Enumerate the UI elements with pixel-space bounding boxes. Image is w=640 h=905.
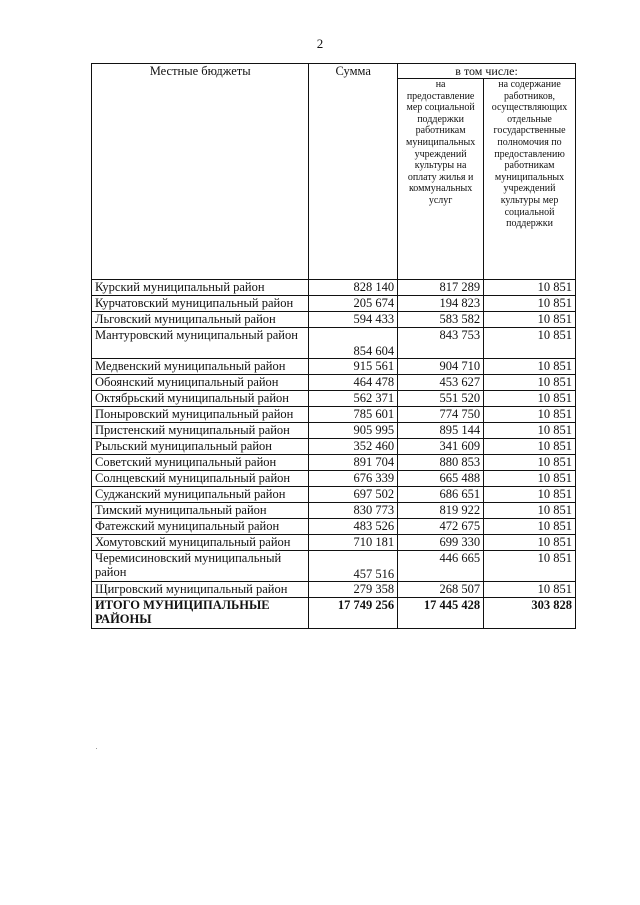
row-name: Льговский муниципальный район — [92, 312, 309, 328]
row-col-a: 774 750 — [398, 407, 484, 423]
row-name: Обоянский муниципальный район — [92, 375, 309, 391]
row-name: Суджанский муниципальный район — [92, 487, 309, 503]
row-sum: 915 561 — [309, 359, 398, 375]
row-col-a: 453 627 — [398, 375, 484, 391]
row-name: Пристенский муниципальный район — [92, 423, 309, 439]
row-name: Рыльский муниципальный район — [92, 439, 309, 455]
page-number: 2 — [316, 36, 324, 51]
row-sum: 891 704 — [309, 455, 398, 471]
total-col-a: 17 445 428 — [398, 598, 484, 629]
row-col-b: 10 851 — [484, 359, 576, 375]
header-including: в том числе: — [398, 64, 576, 79]
row-col-a: 551 520 — [398, 391, 484, 407]
row-sum: 854 604 — [309, 328, 398, 359]
row-sum: 594 433 — [309, 312, 398, 328]
row-col-a: 819 922 — [398, 503, 484, 519]
row-sum: 905 995 — [309, 423, 398, 439]
row-sum: 279 358 — [309, 582, 398, 598]
row-col-a: 194 823 — [398, 296, 484, 312]
row-col-b: 10 851 — [484, 375, 576, 391]
row-name: Советский муниципальный район — [92, 455, 309, 471]
total-row — [92, 598, 576, 629]
row-col-a: 268 507 — [398, 582, 484, 598]
row-col-a: 895 144 — [398, 423, 484, 439]
row-sum: 352 460 — [309, 439, 398, 455]
table-header — [92, 64, 576, 280]
row-sum: 464 478 — [309, 375, 398, 391]
row-col-a: 472 675 — [398, 519, 484, 535]
row-sum: 710 181 — [309, 535, 398, 551]
row-col-a: 446 665 — [398, 551, 484, 582]
row-sum: 562 371 — [309, 391, 398, 407]
row-name: Щигровский муниципальный район — [92, 582, 309, 598]
row-sum: 830 773 — [309, 503, 398, 519]
row-col-b: 10 851 — [484, 439, 576, 455]
row-col-a: 843 753 — [398, 328, 484, 359]
row-col-b: 10 851 — [484, 503, 576, 519]
row-sum: 676 339 — [309, 471, 398, 487]
row-col-b: 10 851 — [484, 471, 576, 487]
row-col-a: 817 289 — [398, 280, 484, 296]
row-col-b: 10 851 — [484, 312, 576, 328]
total-sum: 17 749 256 — [309, 598, 398, 629]
row-col-b: 10 851 — [484, 535, 576, 551]
header-col-a: на предоставление мер социальной поддержки работникам муниципальных учреждений культуры на оплату жилья и коммунальных услуг — [398, 79, 484, 280]
row-name: Поныровский муниципальный район — [92, 407, 309, 423]
row-col-b: 10 851 — [484, 391, 576, 407]
budget-table — [91, 63, 576, 629]
row-col-b: 10 851 — [484, 423, 576, 439]
header-budgets: Местные бюджеты — [92, 64, 309, 280]
row-col-b: 10 851 — [484, 296, 576, 312]
row-name: Черемисиновский муниципальный район — [92, 551, 309, 582]
row-col-a: 904 710 — [398, 359, 484, 375]
row-col-a: 686 651 — [398, 487, 484, 503]
row-sum: 205 674 — [309, 296, 398, 312]
row-name: Хомутовский муниципальный район — [92, 535, 309, 551]
row-col-a: 665 488 — [398, 471, 484, 487]
row-col-b: 10 851 — [484, 551, 576, 582]
header-sum: Сумма — [309, 64, 398, 280]
row-sum: 785 601 — [309, 407, 398, 423]
row-col-b: 10 851 — [484, 519, 576, 535]
row-name: Курский муниципальный район — [92, 280, 309, 296]
row-name: Тимский муниципальный район — [92, 503, 309, 519]
row-col-a: 341 609 — [398, 439, 484, 455]
row-col-b: 10 851 — [484, 582, 576, 598]
row-col-a: 699 330 — [398, 535, 484, 551]
row-name: Солнцевский муниципальный район — [92, 471, 309, 487]
total-col-b: 303 828 — [484, 598, 576, 629]
row-name: Октябрьский муниципальный район — [92, 391, 309, 407]
row-sum: 828 140 — [309, 280, 398, 296]
row-name: Медвенский муниципальный район — [92, 359, 309, 375]
row-col-b: 10 851 — [484, 280, 576, 296]
row-col-b: 10 851 — [484, 487, 576, 503]
header-col-b: на содержание работников, осуществляющих отдельные государственные полномочия по предоставлению работникам муниципальных учреждений культуры мер социальной поддержки — [484, 79, 576, 280]
row-name: Курчатовский муниципальный район — [92, 296, 309, 312]
row-col-b: 10 851 — [484, 328, 576, 359]
row-col-b: 10 851 — [484, 407, 576, 423]
row-col-a: 583 582 — [398, 312, 484, 328]
total-name: ИТОГО МУНИЦИПАЛЬНЫЕ РАЙОНЫ — [92, 598, 309, 629]
row-sum: 697 502 — [309, 487, 398, 503]
row-sum: 457 516 — [309, 551, 398, 582]
row-col-a: 880 853 — [398, 455, 484, 471]
row-col-b: 10 851 — [484, 455, 576, 471]
row-name: Мантуровский муниципальный район — [92, 328, 309, 359]
row-name: Фатежский муниципальный район — [92, 519, 309, 535]
row-sum: 483 526 — [309, 519, 398, 535]
scan-speck — [96, 748, 97, 749]
